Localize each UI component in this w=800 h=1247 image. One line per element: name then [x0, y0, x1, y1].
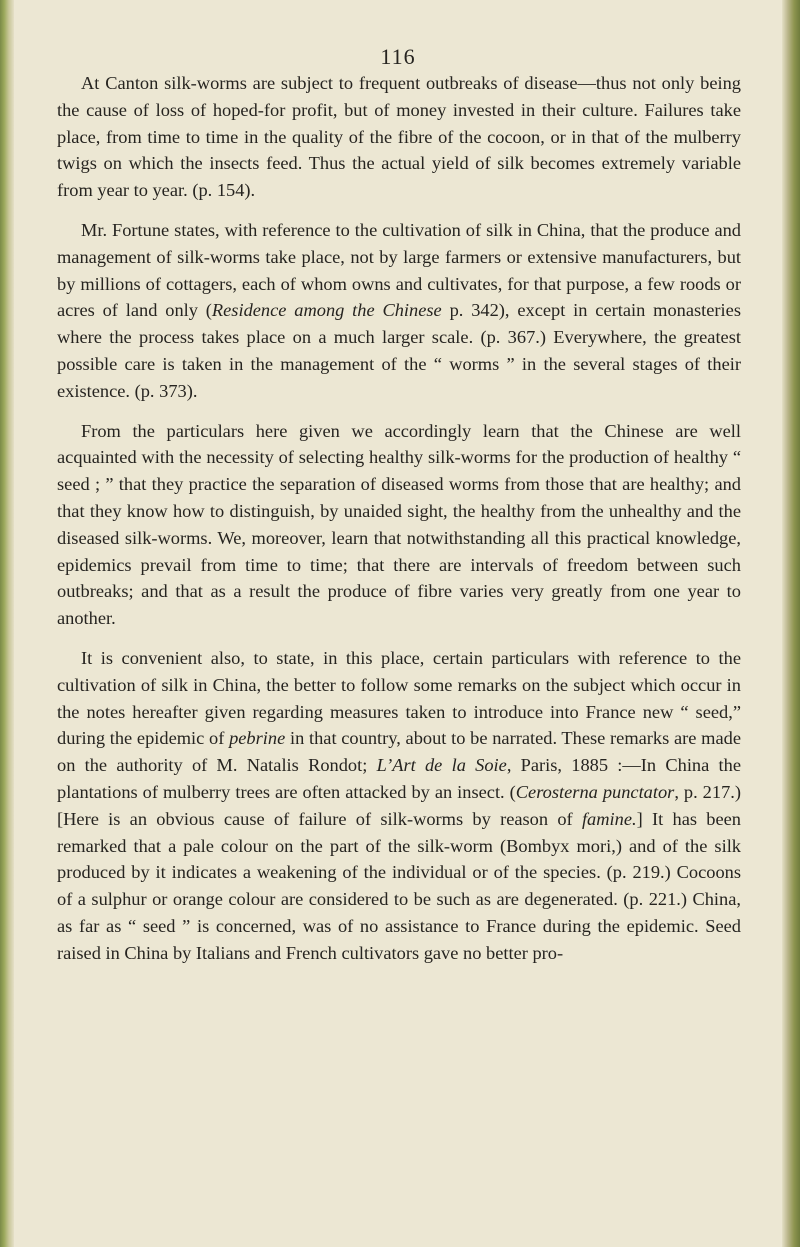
text-run: At Canton silk-worms are subject to frequent outbreaks of disease—thus not only being the cause of loss of hoped-for profit, but of money invested in their culture. Failures take place, from time to time in the quality of the fibre of the cocoon, or in that of the mulberry twigs on which the insects feed. Thus the actual yield of silk becomes extremely variable from year to year. (p. 154). [57, 73, 741, 201]
paragraph [57, 70, 741, 204]
paragraph [57, 645, 741, 967]
binding-edge-left [0, 0, 14, 1247]
italic-text: Cerosterna punctator [515, 781, 675, 802]
italic-text: L’Art de la Soie [376, 755, 507, 776]
text-run: From the particulars here given we accordingly learn that the Chinese are well acquainted with the necessity of selecting healthy silk-worms for the production of healthy “ seed ; ” that they practice the separation of diseased worms from those that are healthy; and that they know how to distinguish, by unaided sight, the healthy from the unhealthy and the diseased silk-worms. We, moreover, learn that notwithstanding all this practical knowledge, epidemics prevail from time to time; that there are intervals of freedom between such outbreaks; and that as a result the produce of fibre varies very greatly from one year to another. [57, 420, 741, 629]
page-number: 116 [380, 44, 416, 69]
text-run: , Paris, 1885 :—In China the plantations of mulberry trees are often attacked by an insect. ( [57, 755, 741, 802]
paragraph [57, 418, 741, 632]
binding-edge-right [782, 0, 800, 1247]
paragraph [57, 217, 741, 405]
book-page [14, 0, 782, 1247]
body-text [57, 70, 741, 967]
text-run: in that country, about to be narrated. These remarks are made on the authority of M. Natalis Rondot; [57, 728, 741, 776]
text-run: p. 342), except in certain monasteries where the process takes place on a much larger scale. (p. 367.) Everywhere, the greatest possible care is taken in the management of the “ worms ” in the several stages of their existence. (p. 373). [57, 300, 741, 401]
text-run: ] It has been remarked that a pale colour on the part of the silk-worm (Bombyx mori,) and of the silk produced by it indicates a weakening of the individual or of the species. (p. 219.) Cocoons of a sulphur or orange colour are considered to be such as are degenerated. (p. 221.) China, as far as “ seed ” is concerned, was of no assistance to France during the epidemic. Seed raised in China by Italians and French cultivators gave no better pro- [57, 808, 742, 963]
italic-text: pebrine [229, 728, 286, 749]
text-run: Mr. Fortune states, with reference to the cultivation of silk in China, that the produce and management of silk-worms take place, not by large farmers or extensive manufacturers, but by millions of cottagers, each of whom owns and cultivates, for that purpose, a few roods or acres of land only ( [57, 219, 741, 321]
italic-text: Residence among the Chinese [211, 300, 442, 321]
text-run: It is convenient also, to state, in this place, certain particulars with reference to the cultivation of silk in China, the better to follow some remarks on the subject which occur in the notes hereafter given regarding measures taken to introduce into France new “ seed,” during the epidemic of [57, 647, 741, 749]
text-run: , p. 217.) [Here is an obvious cause of failure of silk-worms by reason of [57, 781, 741, 829]
italic-text: famine. [581, 808, 637, 829]
